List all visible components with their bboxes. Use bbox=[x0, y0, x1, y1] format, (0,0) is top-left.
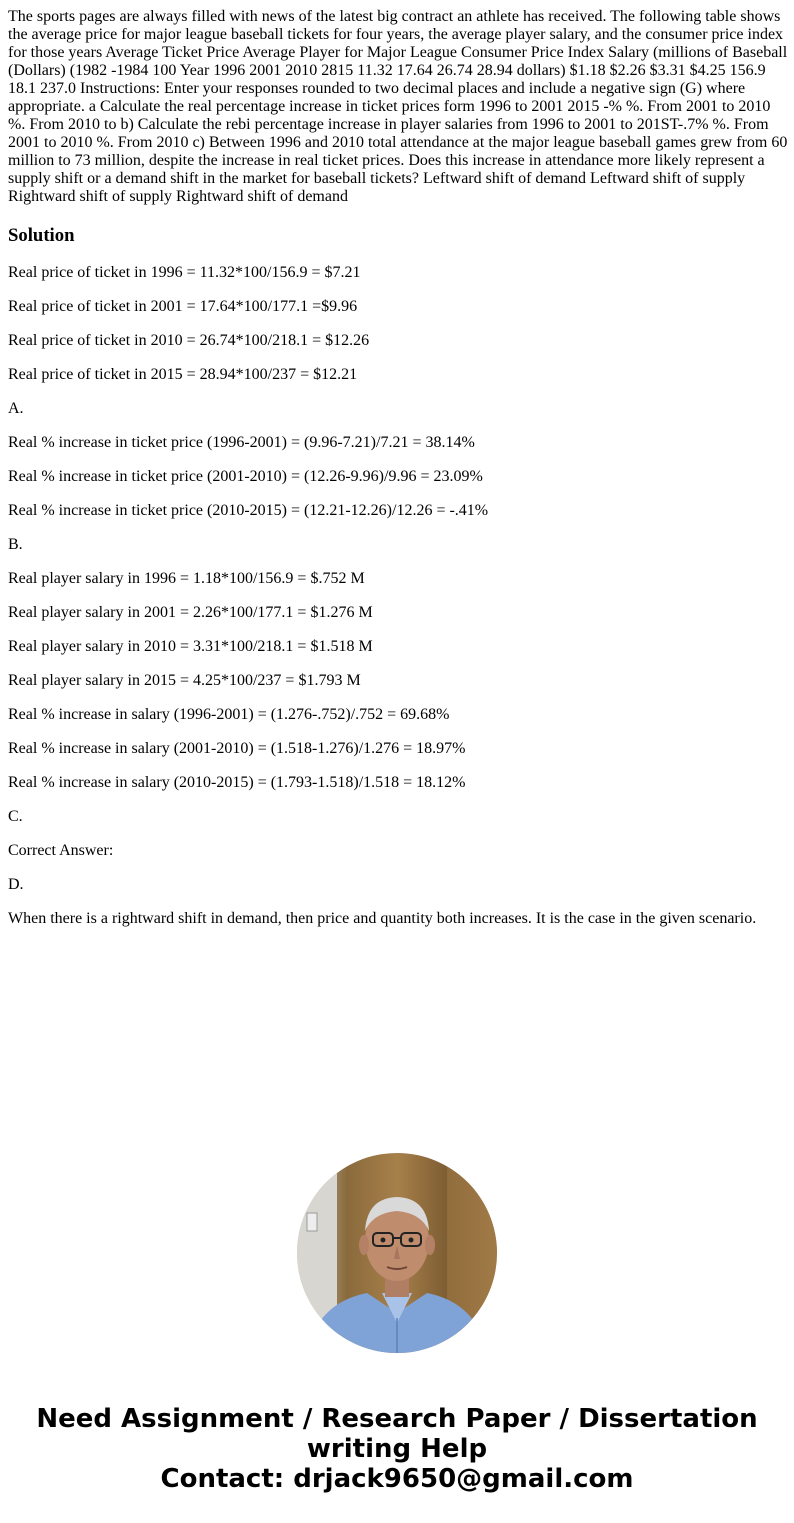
salary-increase-1996-2001: Real % increase in salary (1996-2001) = (1.276-.752)/.752 = 69.68% bbox=[8, 706, 450, 723]
real-ticket-price-2015: Real price of ticket in 2015 = 28.94*100/237 = $12.21 bbox=[8, 366, 358, 383]
question-text: The sports pages are always filled with news of the latest big contract an athlete has received. The following table shows the average price for major league baseball tickets for four years, the average player salary, and the consumer price index for those years Average Ticket Price Average Player for Major League Consumer Price Index Salary (millions of Baseball (Dollars) (1982 -1984 100 Year 1996 2001 2010 2815 11.32 17.64 26.74 28.94 dollars) $1.18 $2.26 $3.31 $4.25 156.9 18.1 237.0 Instructions: Enter your responses rounded to two decimal places and include a negative sign (G) where appropriate. a Calculate the real percentage increase in ticket prices form 1996 to 2001 2015 -% %. From 2001 to 2010 %. From 2010 to b) Calculate the rebi percentage increase in player salaries from 1996 to 2001 to 201ST-.7% %. From 2001 to 2010 %. From 2010 c) Between 1996 and 2010 total attendance at the major league baseball games grew from 60 million to 73 million, despite the increase in real ticket prices. Does this increase in attendance more likely represent a supply shift or a demand shift in the market for baseball tickets? Leftward shift of demand Leftward shift of supply Rightward shift of supply Rightward shift of demand bbox=[8, 8, 788, 205]
contact-footer bbox=[0, 1404, 794, 1494]
footer-subline: writing Help bbox=[306, 1434, 488, 1464]
footer-headline: Need Assignment / Research Paper / Dissertation bbox=[36, 1404, 758, 1434]
answer-option-d: D. bbox=[8, 876, 24, 893]
avatar-illustration bbox=[297, 1153, 497, 1353]
part-a-label: A. bbox=[8, 400, 24, 417]
salary-increase-2001-2010: Real % increase in salary (2001-2010) = (1.518-1.276)/1.276 = 18.97% bbox=[8, 740, 466, 757]
answer-explanation: When there is a rightward shift in demand, then price and quantity both increases. It is the case in the given scenario. bbox=[8, 910, 757, 927]
real-ticket-price-2010: Real price of ticket in 2010 = 26.74*100/218.1 = $12.26 bbox=[8, 332, 370, 349]
correct-answer-label: Correct Answer: bbox=[8, 842, 114, 859]
solution-heading: Solution bbox=[8, 225, 75, 246]
ticket-increase-2001-2010: Real % increase in ticket price (2001-2010) = (12.26-9.96)/9.96 = 23.09% bbox=[8, 468, 483, 485]
ticket-increase-1996-2001: Real % increase in ticket price (1996-2001) = (9.96-7.21)/7.21 = 38.14% bbox=[8, 434, 475, 451]
real-ticket-price-2001: Real price of ticket in 2001 = 17.64*100/177.1 =$9.96 bbox=[8, 298, 358, 315]
real-salary-1996: Real player salary in 1996 = 1.18*100/156.9 = $.752 M bbox=[8, 570, 365, 587]
real-salary-2015: Real player salary in 2015 = 4.25*100/237 = $1.793 M bbox=[8, 672, 361, 689]
footer-contact-email: Contact: drjack9650@gmail.com bbox=[160, 1464, 634, 1494]
solution-body bbox=[8, 264, 788, 944]
ticket-increase-2010-2015: Real % increase in ticket price (2010-2015) = (12.21-12.26)/12.26 = -.41% bbox=[8, 502, 489, 519]
part-c-label: C. bbox=[8, 808, 23, 825]
salary-increase-2010-2015: Real % increase in salary (2010-2015) = (1.793-1.518)/1.518 = 18.12% bbox=[8, 774, 466, 791]
real-ticket-price-1996: Real price of ticket in 1996 = 11.32*100/156.9 = $7.21 bbox=[8, 264, 361, 281]
real-salary-2010: Real player salary in 2010 = 3.31*100/218.1 = $1.518 M bbox=[8, 638, 373, 655]
real-salary-2001: Real player salary in 2001 = 2.26*100/177.1 = $1.276 M bbox=[8, 604, 373, 621]
part-b-label: B. bbox=[8, 536, 23, 553]
author-avatar-photo bbox=[297, 1153, 497, 1353]
